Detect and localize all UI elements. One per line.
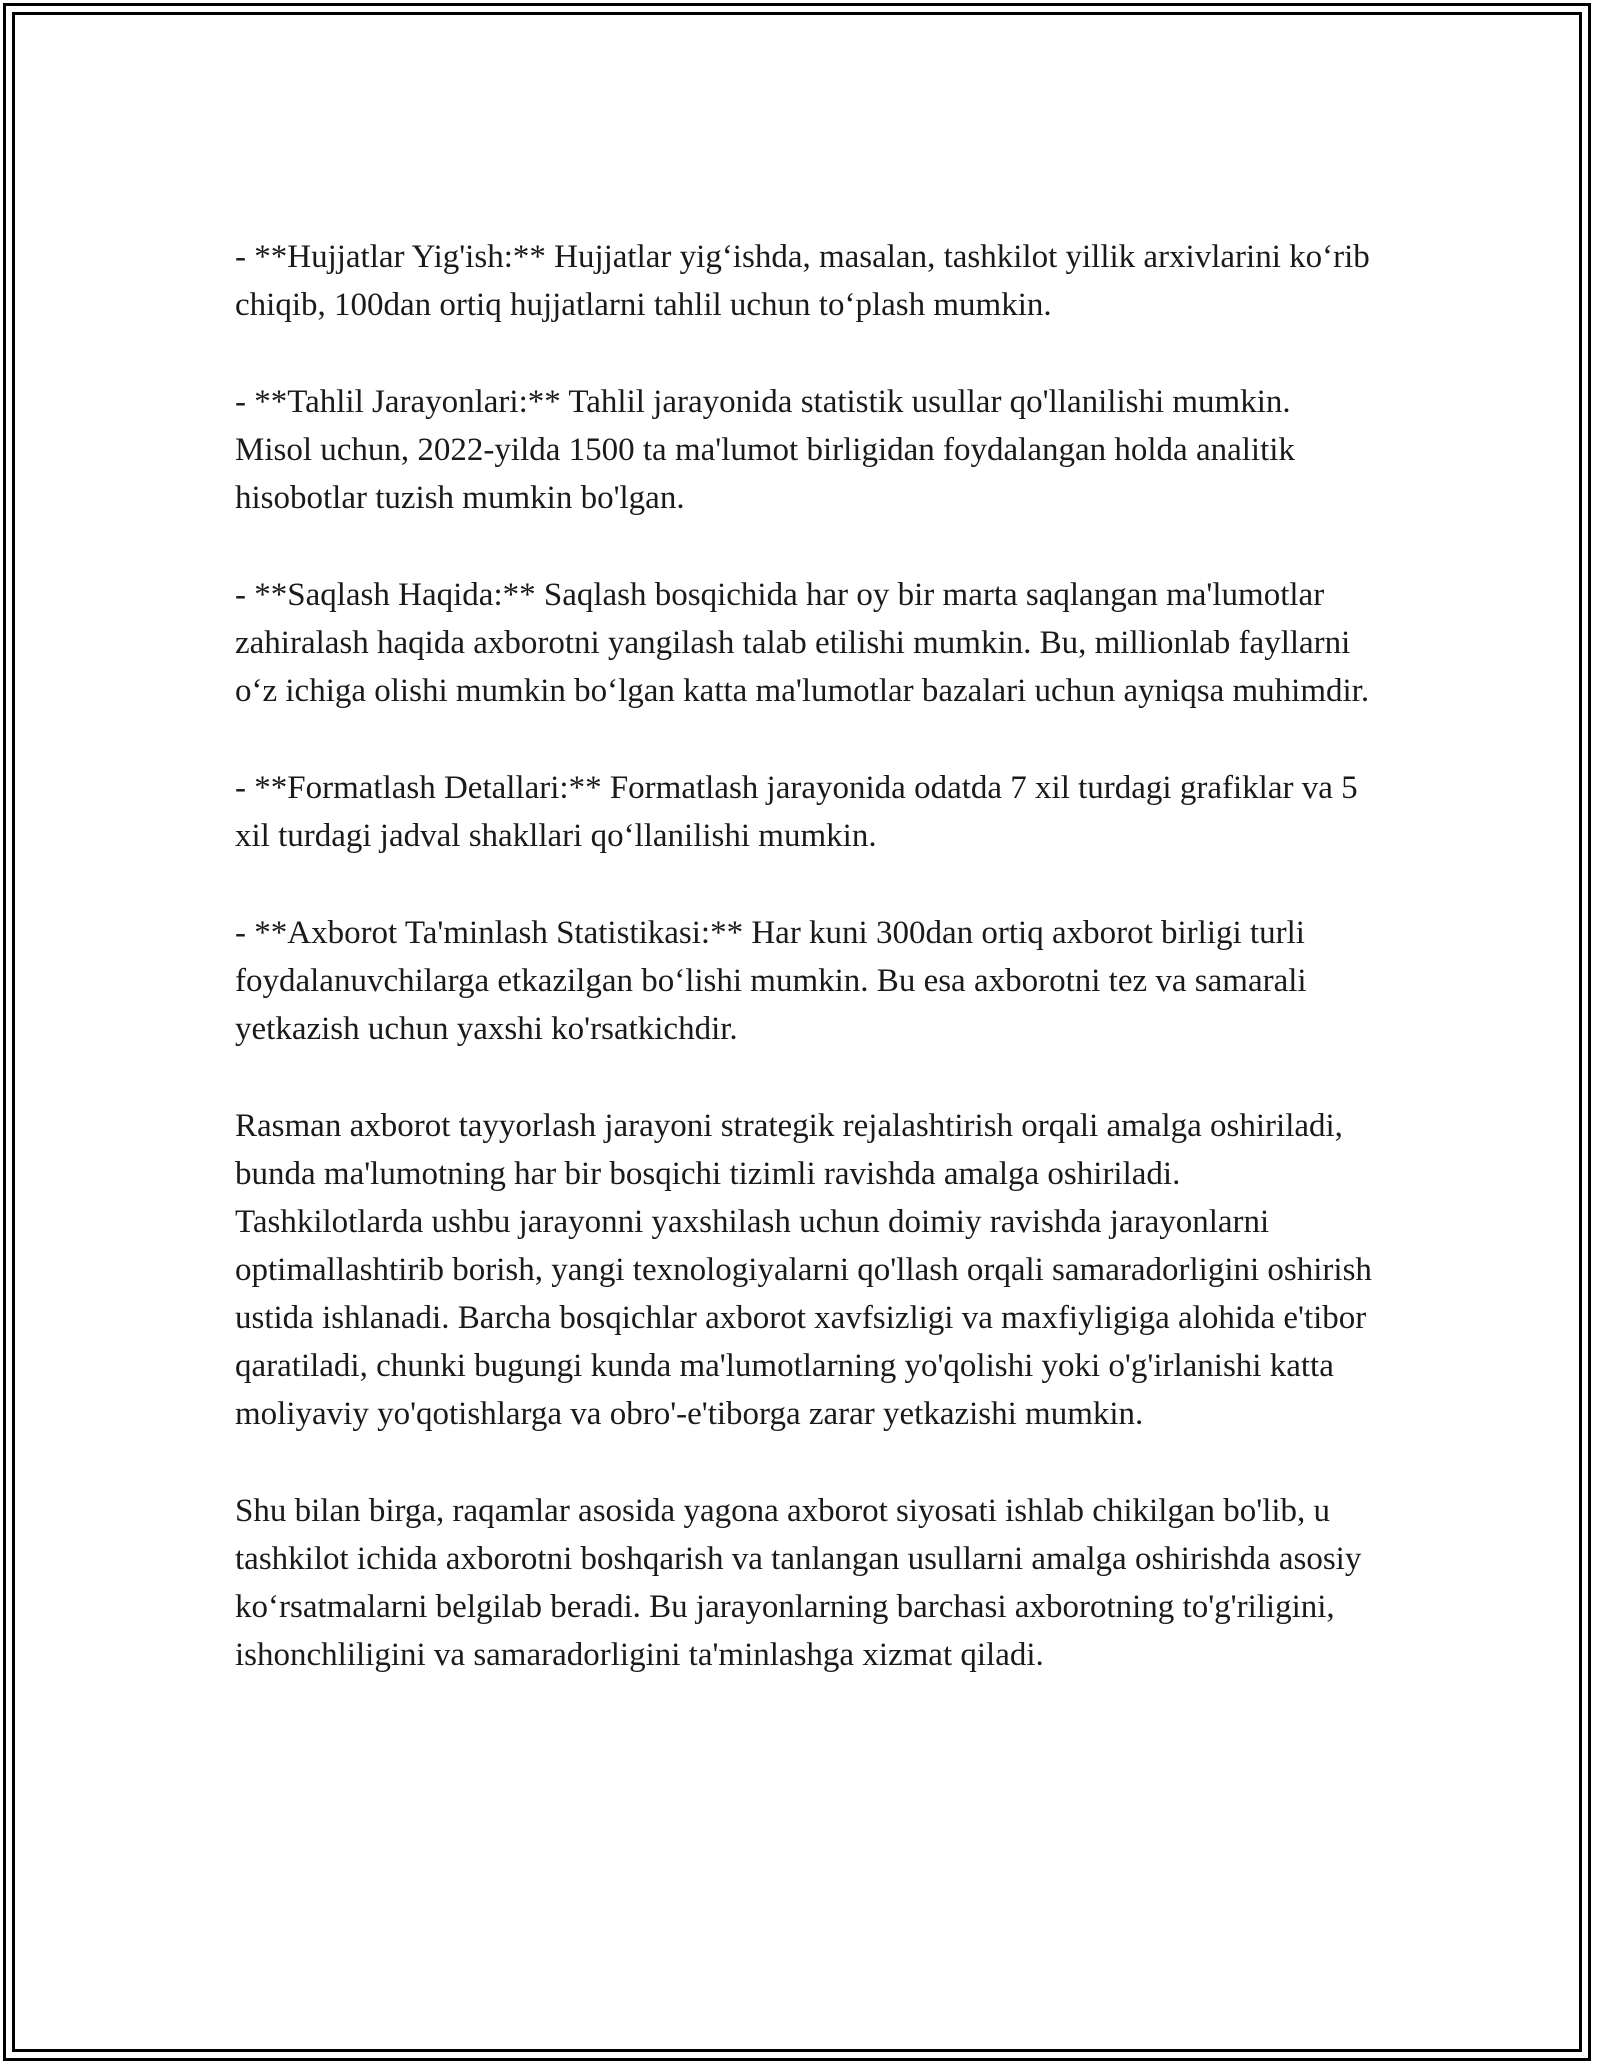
paragraph-saqlash-haqida: - **Saqlash Haqida:** Saqlash bosqichida har oy bir marta saqlangan ma'lumotlar zahiralash haqida axborotni yangilash talab etilishi mumkin. Bu, millionlab fayllarni o‘z ichiga olishi mumkin bo‘lgan katta ma'lumotlar bazalari uchun ayniqsa muhimdir. [235,577,1370,709]
paragraph-axborot-taminlash: - **Axborot Ta'minlash Statistikasi:** Har kuni 300dan ortiq axborot birligi turli foydalanuvchilarga etkazilgan bo‘lishi mumkin. Bu esa axborotni tez va samarali yetkazish uchun yaxshi ko'rsatkichdir. [235,915,1307,1047]
paragraph-hujjatlar-yigish: - **Hujjatlar Yig'ish:** Hujjatlar yig‘ishda, masalan, tashkilot yillik arxivlarini ko‘rib chiqib, 100dan ortiq hujjatlarni tahlil uchun to‘plash mumkin. [235,239,1370,323]
paragraph-formatlash-detallari: - **Formatlash Detallari:** Formatlash jarayonida odatda 7 xil turdagi grafiklar va 5 xil turdagi jadval shakllari qo‘llanilishi mumkin. [235,770,1358,854]
paragraph-shu-bilan-birga: Shu bilan birga, raqamlar asosida yagona axborot siyosati ishlab chikilgan bo'lib, u tashkilot ichida axborotni boshqarish va tanlangan usullarni amalga oshirishda asosiy ko‘rsatmalarni belgilab beradi. Bu jarayonlarning barchasi axborotning to'g'riligini, ishonchliligini va samaradorligini ta'minlashga xizmat qiladi. [235,1493,1362,1673]
paragraph-tahlil-jarayonlari: - **Tahlil Jarayonlari:** Tahlil jarayonida statistik usullar qo'llanilishi mumkin. Misol uchun, 2022-yilda 1500 ta ma'lumot birligidan foydalangan holda analitik hisobotlar tuzish mumkin bo'lgan. [235,384,1295,516]
document-body [235,233,1375,1679]
paragraph-rasman-axborot: Rasman axborot tayyorlash jarayoni strategik rejalashtirish orqali amalga oshiriladi, bunda ma'lumotning har bir bosqichi tizimli ravishda amalga oshiriladi. Tashkilotlarda ushbu jarayonni yaxshilash uchun doimiy ravishda jarayonlarni optimallashtirib borish, yangi texnologiyalarni qo'llash orqali samaradorligini oshirish ustida ishlanadi. Barcha bosqichlar axborot xavfsizligi va maxfiyligiga alohida e'tibor qaratiladi, chunki bugungi kunda ma'lumotlarning yo'qolishi yoki o'g'irlanishi katta moliyaviy yo'qotishlarga va obro'-e'tiborga zarar yetkazishi mumkin. [235,1108,1372,1432]
